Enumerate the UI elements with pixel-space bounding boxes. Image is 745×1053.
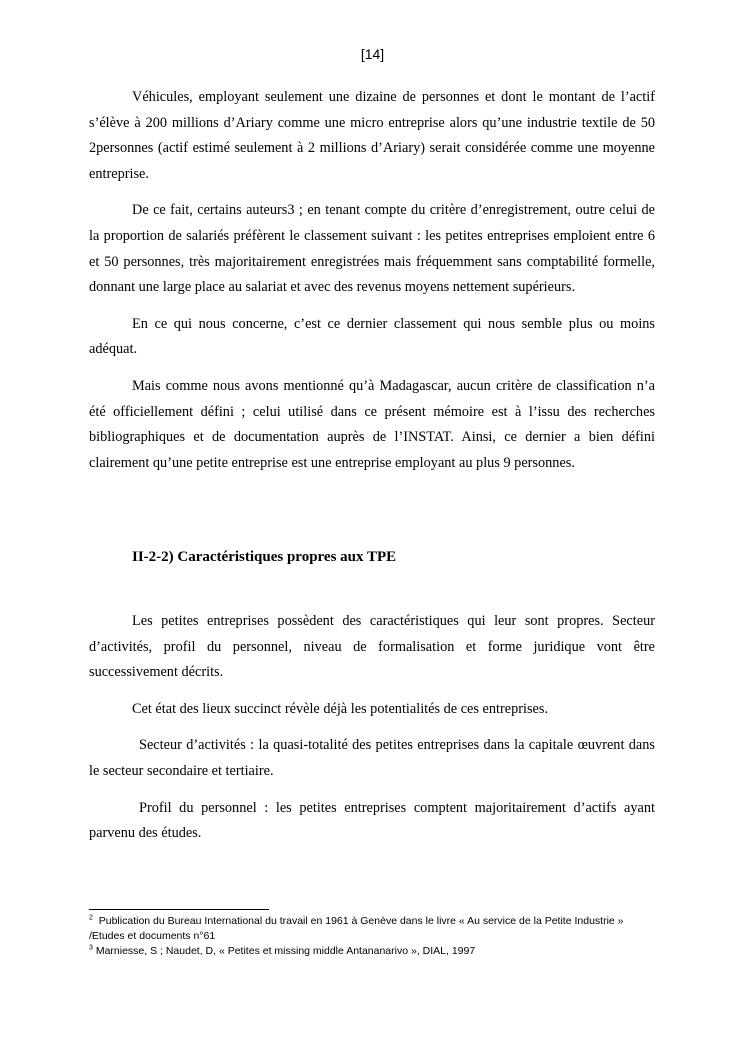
body-text-before-heading <box>89 85 655 487</box>
paragraph: De ce fait, certains auteurs3 ; en tenant compte du critère d’enregistrement, outre celui de la proportion de salariés préfèrent le classement suivant : les petites entreprises emploient entre 6 et 50 personnes, très majoritairement enregistrées mais fréquemment sans comptabilité formelle, donnant une large place au salariat et avec des revenus moyens nettement supérieurs. <box>89 202 655 296</box>
section-heading: II-2-2) Caractéristiques propres aux TPE <box>132 549 397 565</box>
footnote <box>89 914 655 944</box>
footnote-text: Marniesse, S ; Naudet, D, « Petites et missing middle Antananarivo », DIAL, 1997 <box>95 945 476 957</box>
paragraph: Secteur d’activités : la quasi-totalité des petites entreprises dans la capitale œuvrent dans le secteur secondaire et tertiaire. <box>89 737 655 779</box>
paragraph: Mais comme nous avons mentionné qu’à Madagascar, aucun critère de classification n’a été officiellement défini ; celui utilisé dans ce présent mémoire est à l’issu des recherches bibliographiques et de documentation auprès de l’INSTAT. Ainsi, ce dernier a bien défini clairement qu’une petite entreprise est une entreprise employant au plus 9 personnes. <box>89 377 655 471</box>
footnote-marker: 3 <box>89 944 93 952</box>
footnote-separator <box>89 909 269 910</box>
paragraph: Profil du personnel : les petites entreprises comptent majoritairement d’actifs ayant parvenu des études. <box>89 799 655 842</box>
footnote-text: Publication du Bureau International du travail en 1961 à Genève dans le livre « Au service de la Petite Industrie » /Etudes et documents n°61 <box>89 915 624 942</box>
footnote-marker: 2 <box>89 914 93 922</box>
footnotes <box>89 914 655 959</box>
paragraph: En ce qui nous concerne, c’est ce dernier classement qui nous semble plus ou moins adéquat. <box>89 315 655 358</box>
paragraph: Véhicules, employant seulement une dizaine de personnes et dont le montant de l’actif s’élève à 200 millions d’Ariary comme une micro entreprise alors qu’une industrie textile de 50 2personnes (actif estimé seulement à 2 millions d’Ariary) serait considérée comme une moyenne entreprise. <box>89 89 655 182</box>
paragraph: Les petites entreprises possèdent des caractéristiques qui leur sont propres. Secteur d’activités, profil du personnel, niveau de formalisation et forme juridique vont être successivement décrits. <box>89 613 655 681</box>
paragraph: Cet état des lieux succinct révèle déjà les potentialités de ces entreprises. <box>132 700 549 717</box>
body-text-after-heading <box>89 609 655 858</box>
footnote <box>89 944 655 959</box>
page-number: [14] <box>360 46 385 62</box>
